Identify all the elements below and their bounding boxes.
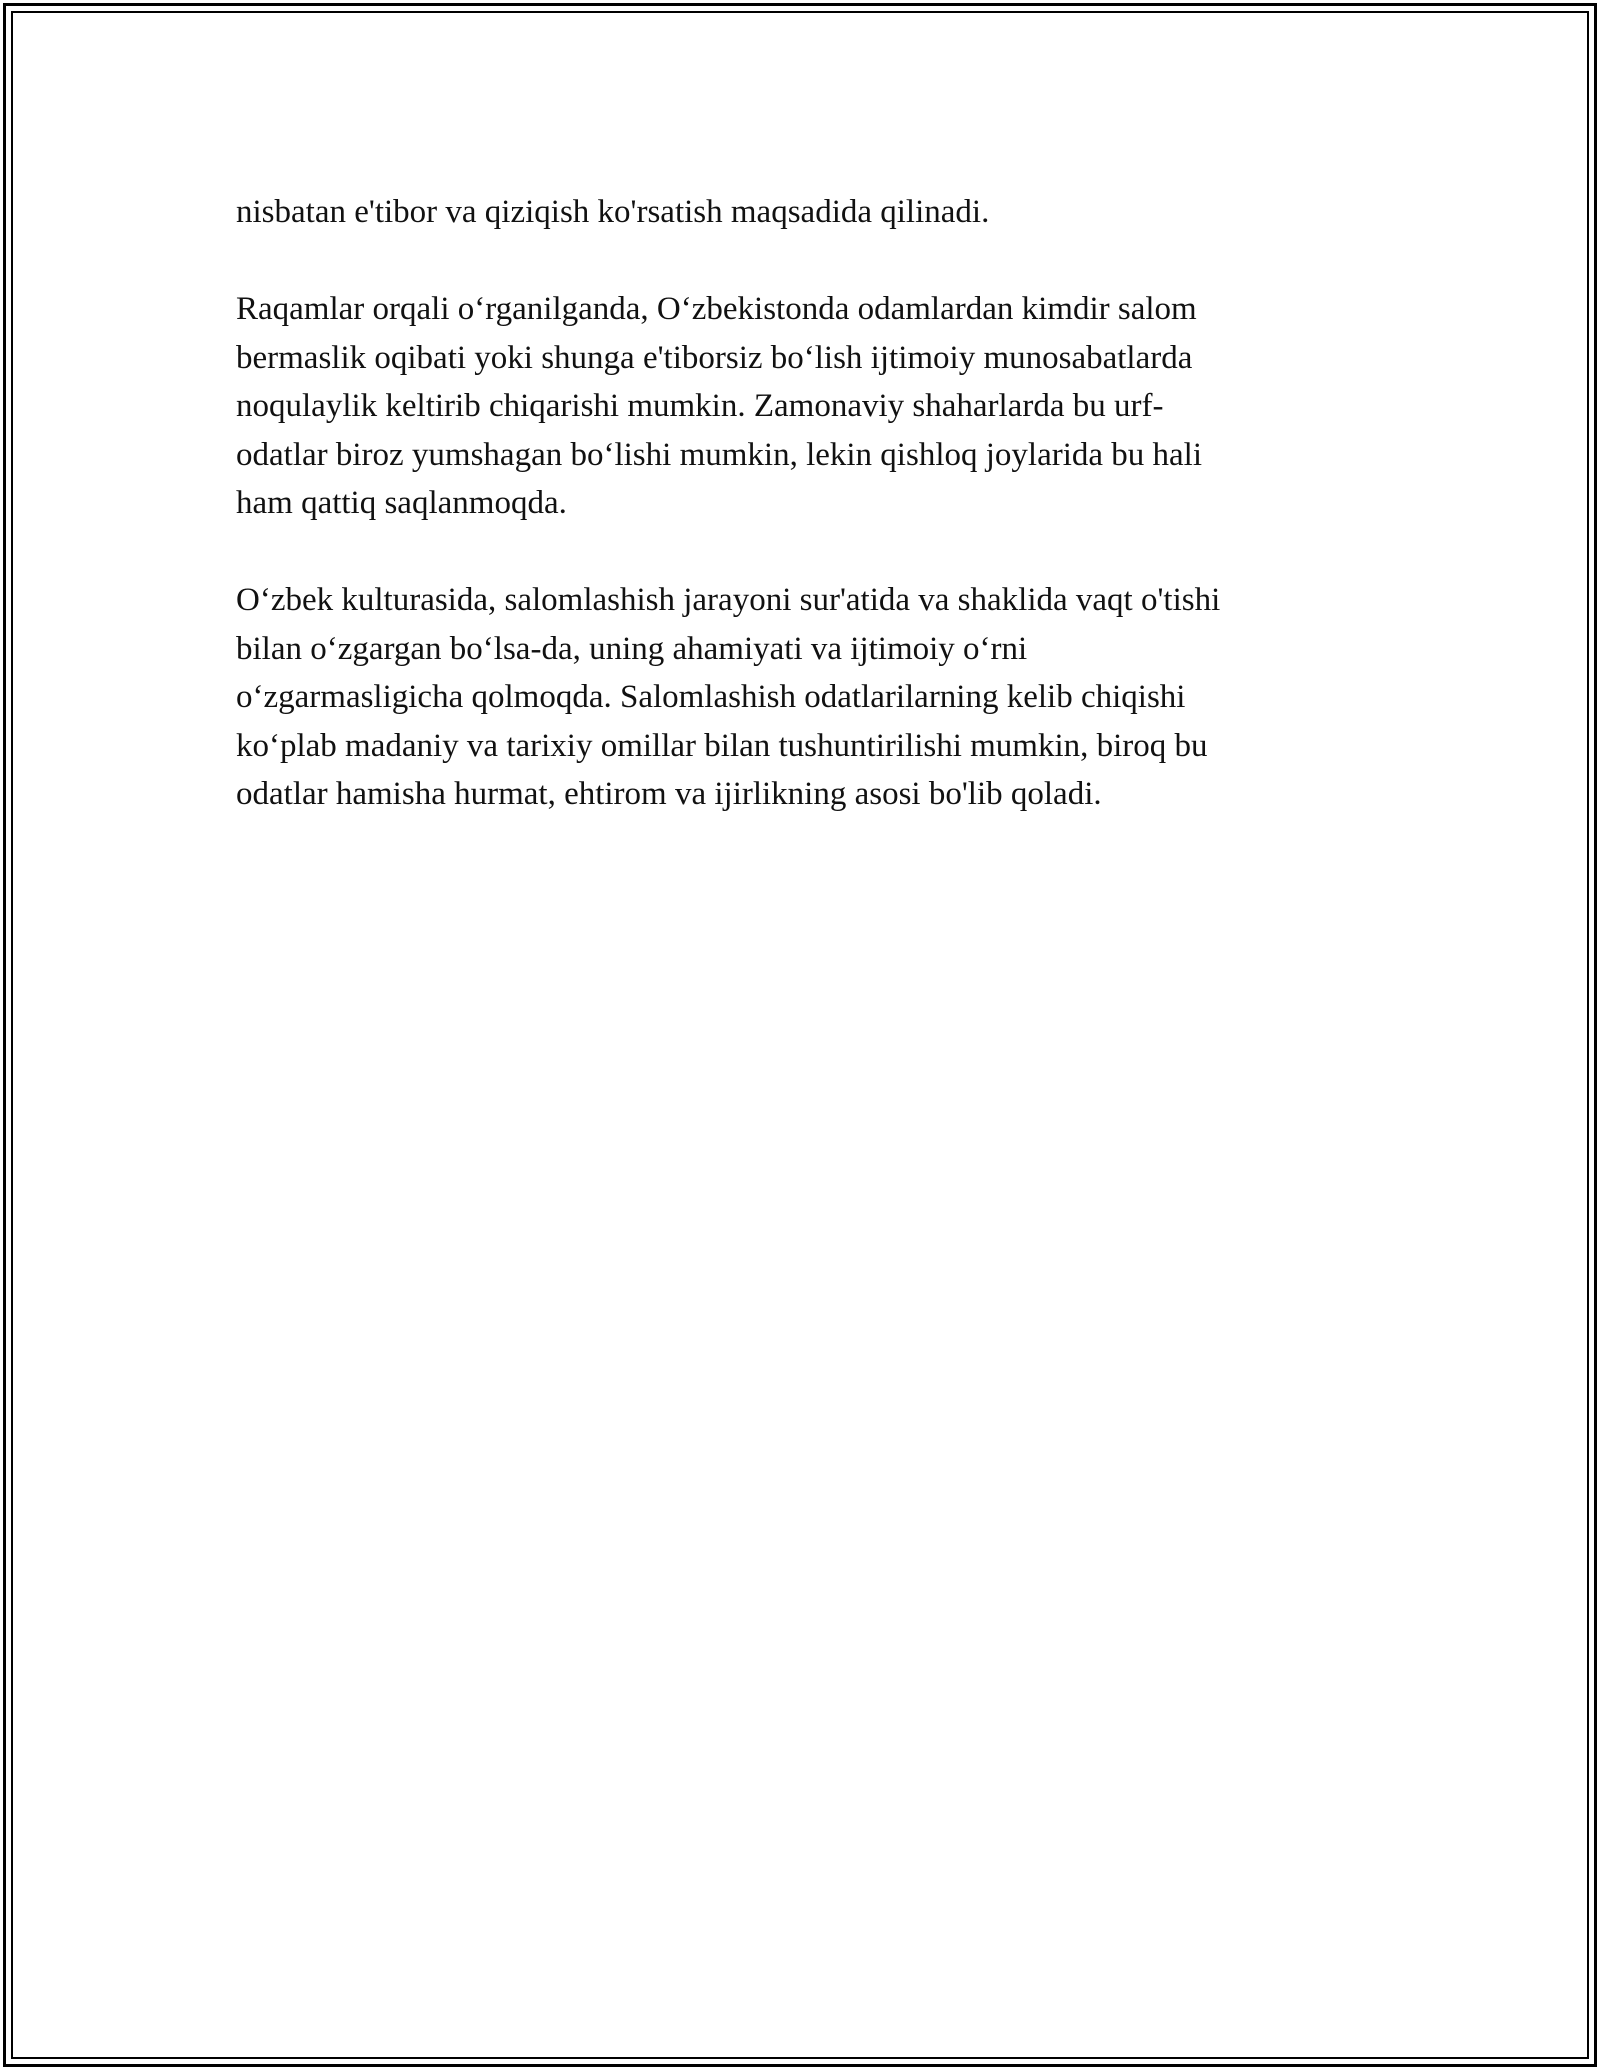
text-line: o‘zgarmasligicha qolmoqda. Salomlashish odatlarilarning kelib chiqishi [236, 679, 1186, 715]
text-line: bilan o‘zgargan bo‘lsa-da, uning ahamiyati va ijtimoiy o‘rni [236, 630, 1028, 667]
text-line: O‘zbek kulturasida, salomlashish jarayoni sur'atida va shaklida vaqt o'tishi [236, 582, 1221, 618]
document-body [236, 188, 1366, 867]
text-line: nisbatan e'tibor va qiziqish ko'rsatish maqsadida qilinadi. [236, 194, 990, 230]
text-line: Raqamlar orqali o‘rganilganda, O‘zbekistonda odamlardan kimdir salom [236, 291, 1197, 327]
text-line: noqulaylik keltirib chiqarishi mumkin. Zamonaviy shaharlarda bu urf- [236, 388, 1164, 424]
text-line: ko‘plab madaniy va tarixiy omillar bilan tushuntirilishi mumkin, biroq bu [236, 727, 1208, 764]
text-line: bermaslik oqibati yoki shunga e'tiborsiz bo‘lish ijtimoiy munosabatlarda [236, 339, 1193, 376]
paragraph-1 [236, 188, 1366, 237]
paragraph-3 [236, 576, 1366, 819]
text-line: odatlar biroz yumshagan bo‘lishi mumkin, lekin qishloq joylarida bu hali [236, 436, 1203, 473]
text-line: ham qattiq saqlanmoqda. [236, 485, 567, 521]
text-line: odatlar hamisha hurmat, ehtirom va ijirlikning asosi bo'lib qoladi. [236, 776, 1102, 812]
paragraph-2 [236, 285, 1366, 528]
